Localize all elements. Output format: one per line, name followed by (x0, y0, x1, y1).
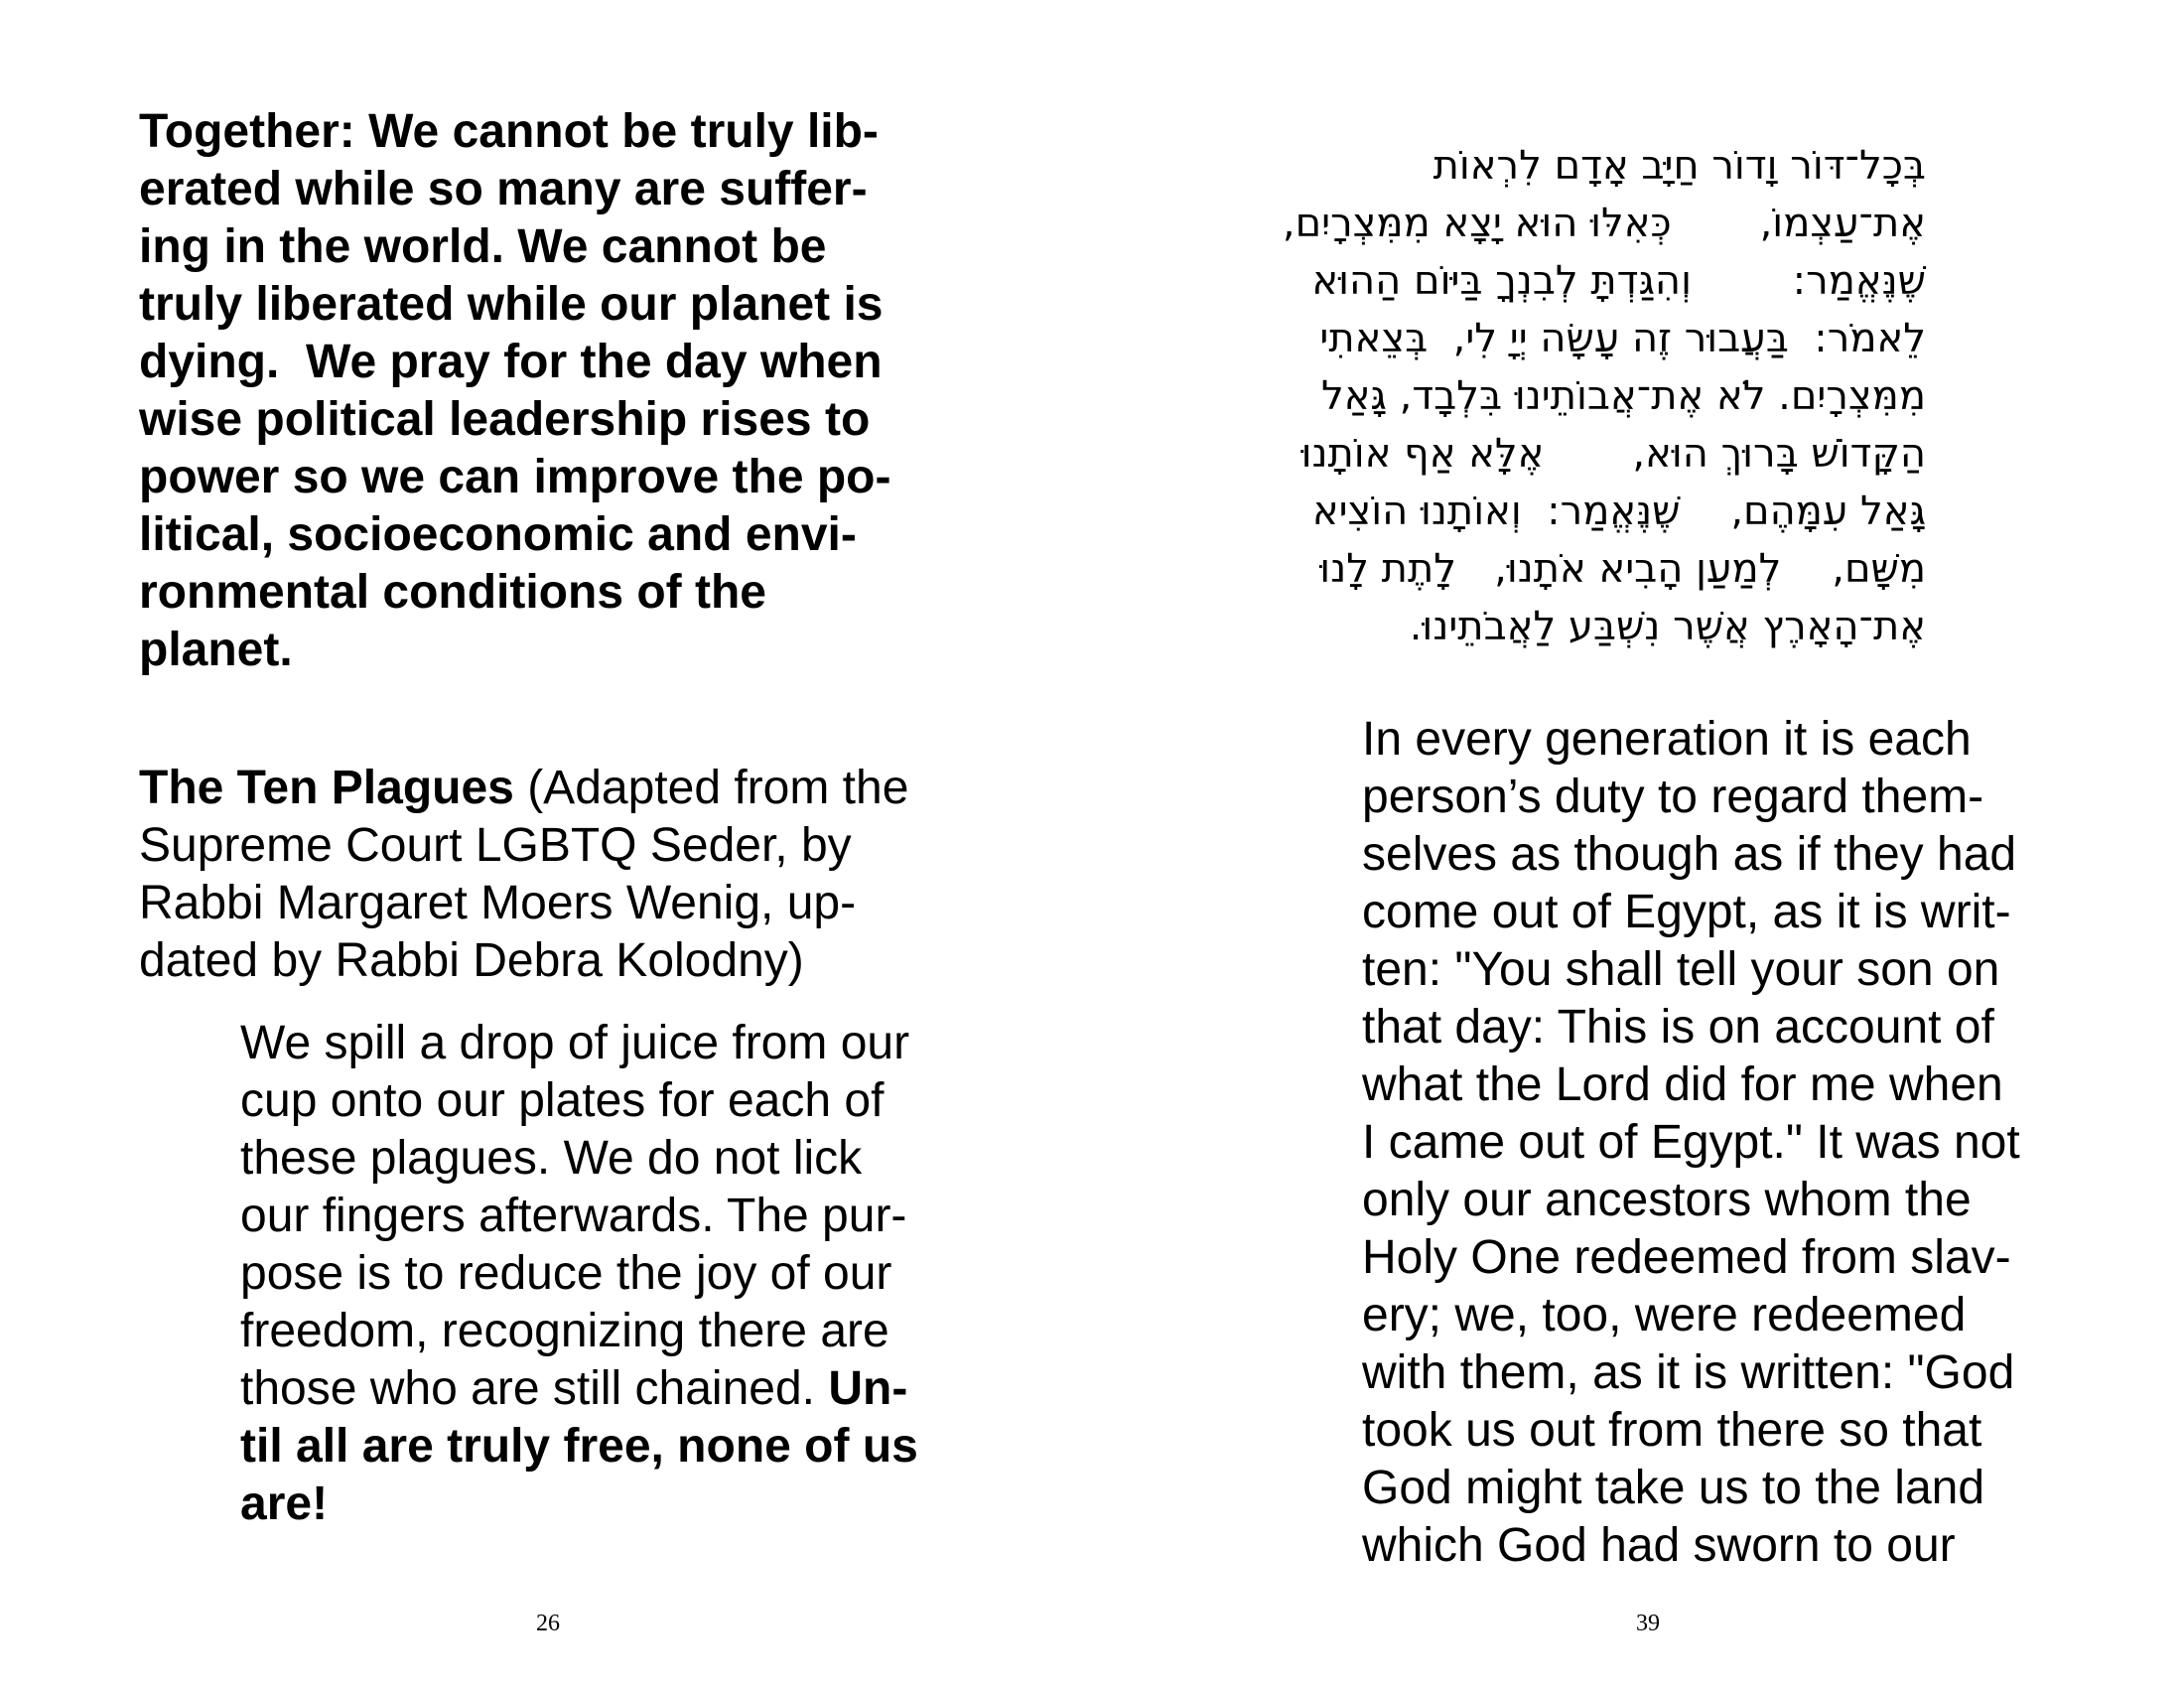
together-line: planet. (139, 624, 293, 676)
translation-line: which God had sworn to our (1362, 1519, 1956, 1572)
hebrew-line: אֶת־עַצְמוֹ, כְּאִלּוּ הוּא יָצָא מִמִּצְרָיִם, (1282, 201, 1926, 246)
ten-plagues-source-note: Rabbi Margaret Moers Wenig, up- (139, 877, 857, 929)
hebrew-line: מִמִּצְרָיִם. לֹא אֶת־אֲבוֹתֵינוּ בִּלְבָד, גָּאַל (1320, 373, 1926, 419)
translation-line: ery; we, too, were redeemed (1362, 1289, 1967, 1341)
together-line: ing in the world. We cannot be (139, 220, 827, 273)
translation-line: God might take us to the land (1362, 1462, 1985, 1514)
translation-line: person’s duty to regard them- (1362, 771, 1984, 823)
instructions-line: cup onto our plates for each of (240, 1074, 885, 1127)
together-line: Together: We cannot be truly lib- (139, 105, 879, 158)
hebrew-line: אֶת־הָאָרֶץ אֲשֶׁר נִשְׁבַּע לַאֲבֹתֵינוּ. (1409, 604, 1926, 649)
ten-plagues-source-note: Supreme Court LGBTQ Seder, by (139, 819, 852, 872)
hebrew-line: שֶׁנֶּאֱמַר: וְהִגַּדְתָּ לְבִנְךָ בַּיּוֹם הַהוּא (1311, 258, 1926, 304)
translation-line: only our ancestors whom the (1362, 1174, 1972, 1226)
translation-line: took us out from there so that (1362, 1404, 1982, 1457)
together-line: litical, socioeconomic and envi- (139, 508, 857, 561)
instructions-line: We spill a drop of juice from our (240, 1017, 910, 1069)
ten-plagues-heading-line (139, 760, 963, 817)
translation-line: selves as though as if they had (1362, 828, 2017, 881)
instructions-emphasis: til all are truly free, none of us (240, 1420, 918, 1473)
together-line: power so we can improve the po- (139, 451, 891, 503)
translation-line: ten: "You shall tell your son on (1362, 943, 2000, 996)
english-translation (1362, 711, 2077, 1575)
together-line: ronmental conditions of the (139, 566, 766, 619)
ten-plagues-heading (139, 760, 963, 990)
together-line: truly liberated while our planet is (139, 278, 884, 331)
instructions-line: these plagues. We do not lick (240, 1132, 863, 1185)
hebrew-line: מִשָּׁם, לְמַעַן הָבִיא אֹתָנוּ, לָתֶת לָנוּ (1319, 546, 1926, 592)
together-paragraph (139, 103, 963, 679)
translation-line: that day: This is on account of (1362, 1001, 1994, 1054)
page-number-left: 26 (536, 1611, 560, 1636)
translation-line: what the Lord did for me when (1362, 1058, 2003, 1111)
translation-line: I came out of Egypt." It was not (1362, 1116, 2020, 1169)
together-line: dying. We pray for the day when (139, 336, 883, 388)
instructions-emphasis: are! (240, 1477, 329, 1530)
ten-plagues-title: The Ten Plagues (139, 762, 514, 814)
translation-line: with them, as it is written: "God (1362, 1346, 2015, 1399)
together-line: wise political leadership rises to (139, 393, 871, 446)
instructions-line: our fingers afterwards. The pur- (240, 1190, 907, 1242)
translation-line: come out of Egypt, as it is writ- (1362, 886, 2011, 938)
instructions-line-text: those who are still chained. (240, 1362, 829, 1415)
instructions-emphasis: Un- (828, 1362, 908, 1415)
hebrew-line: גָּאַל עִמָּהֶם, שֶׁנֶּאֱמַר: וְאוֹתָנוּ הוֹצִיא (1311, 489, 1926, 534)
instructions-line (240, 1360, 975, 1418)
translation-line: In every generation it is each (1362, 713, 1972, 766)
ten-plagues-source-note: dated by Rabbi Debra Kolodny) (139, 934, 804, 987)
hebrew-line: הַקָּדוֹשׁ בָּרוּךְ הוּא, אֶלָּא אַף אוֹתָנוּ (1300, 431, 1926, 477)
translation-line: Holy One redeemed from slav- (1362, 1231, 2011, 1284)
instructions-line: pose is to reduce the joy of our (240, 1247, 892, 1300)
ten-plagues-source-note: (Adapted from the (513, 762, 909, 814)
hebrew-line: בְּכָל־דּוֹר וָדוֹר חַיָּב אָדָם לִרְאוֹת (1433, 143, 1926, 189)
together-line: erated while so many are suffer- (139, 163, 868, 215)
instructions-line: freedom, recognizing there are (240, 1305, 889, 1357)
page-number-right: 39 (1636, 1611, 1660, 1636)
hebrew-line: לֵאמֹר: בַּעֲבוּר זֶה עָשָׂה יְיָ לִי, בְּצֵאתִי (1319, 316, 1926, 361)
ten-plagues-instructions (240, 1015, 975, 1533)
hebrew-passage (1241, 137, 1926, 655)
